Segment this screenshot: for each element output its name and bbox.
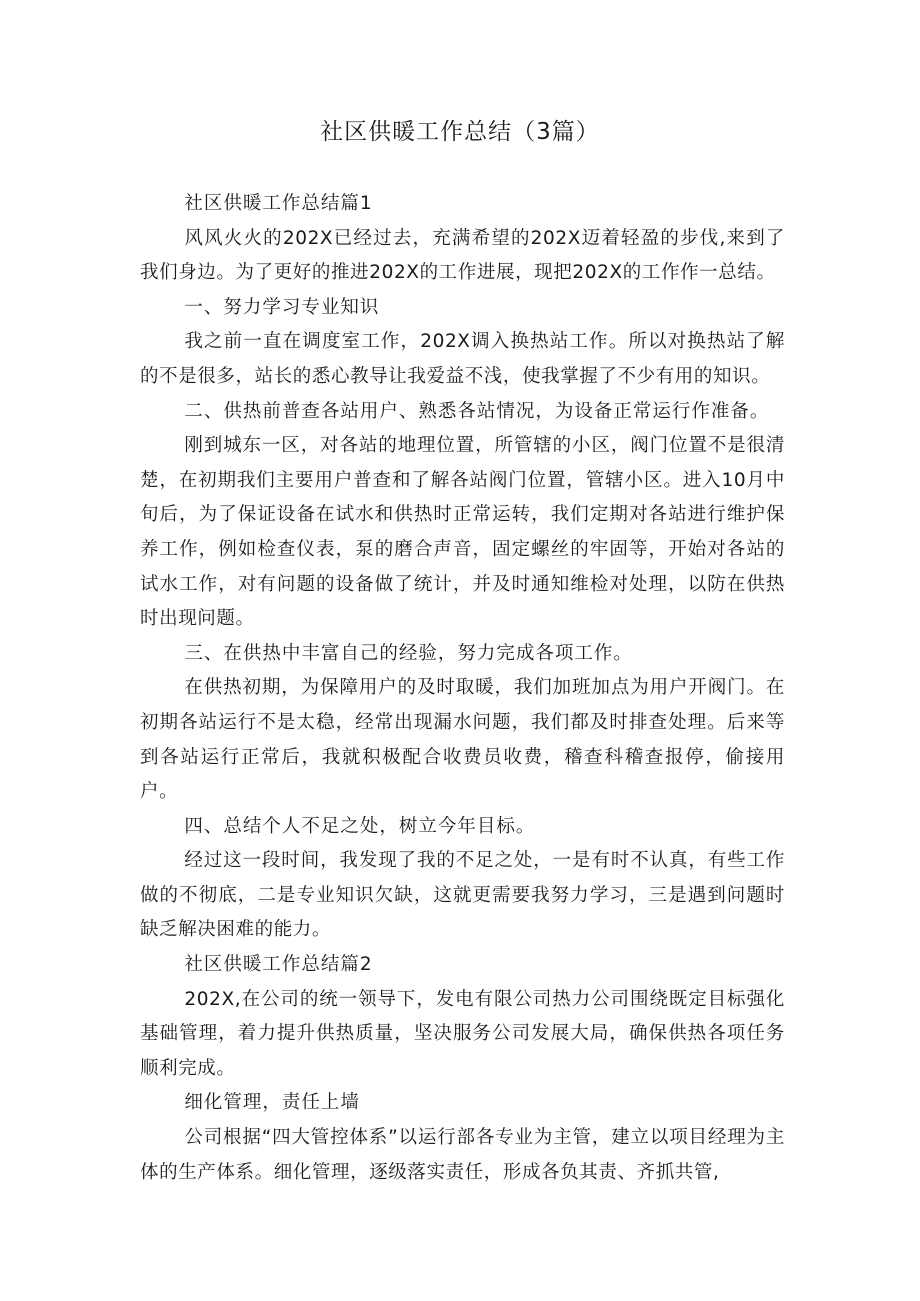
- paragraph: 我之前一直在调度室工作，202X调入换热站工作。所以对换热站了解的不是很多，站长的悉心教导让我爱益不浅，使我掌握了不少有用的知识。: [140, 331, 785, 387]
- subheading: 四、总结个人不足之处，树立今年目标。: [184, 815, 536, 837]
- section-heading: 社区供暖工作总结篇1: [184, 193, 373, 214]
- document-body: [140, 187, 785, 1190]
- paragraph: 公司根据“四大管控体系”以运行部各专业为主管，建立以项目经理为主体的生产体系。细化管理，逐级落实责任，形成各负其责、齐抓共管,: [140, 1127, 785, 1183]
- subheading: 一、努力学习专业知识: [184, 296, 380, 318]
- paragraph: 在供热初期，为保障用户的及时取暖，我们加班加点为用户开阀门。在初期各站运行不是太稳，经常出现漏水问题，我们都及时排查处理。后来等到各站运行正常后，我就积极配合收费员收费，稽查科稽查报停，偷接用户。: [140, 677, 785, 803]
- paragraph: 刚到城东一区，对各站的地理位置，所管辖的小区，阀门位置不是很清楚，在初期我们主要用户普查和了解各站阀门位置，管辖小区。进入10月中旬后，为了保证设备在试水和供热时正常运转，我们定期对各站进行维护保养工作，例如检查仪表，泵的磨合声音，固定螺丝的牢固等，开始对各站的试水工作，对有问题的设备做了统计，并及时通知维检对处理，以防在供热时出现问题。: [140, 435, 785, 630]
- section-heading: 社区供暖工作总结篇2: [184, 954, 373, 976]
- document-title: 社区供暖工作总结（3篇）: [320, 119, 600, 145]
- paragraph: 202X,在公司的统一领导下，发电有限公司热力公司围绕既定目标强化基础管理，着力提升供热质量，坚决服务公司发展大局，确保供热各项任务顺利完成。: [140, 988, 785, 1079]
- paragraph: 风风火火的202X已经过去，充满希望的202X迈着轻盈的步伐,来到了我们身边。为了更好的推进202X的工作进展，现把202X的工作作一总结。: [140, 227, 785, 284]
- subheading: 二、供热前普查各站用户、熟悉各站情况，为设备正常运行作准备。: [184, 400, 770, 422]
- subheading: 细化管理，责任上墙: [184, 1092, 360, 1114]
- subheading: 三、在供热中丰富自己的经验，努力完成各项工作。: [184, 642, 633, 664]
- paragraph: 经过这一段时间，我发现了我的不足之处，一是有时不认真，有些工作做的不彻底，二是专业知识欠缺，这就更需要我努力学习，三是遇到问题时缺乏解决困难的能力。: [140, 850, 785, 941]
